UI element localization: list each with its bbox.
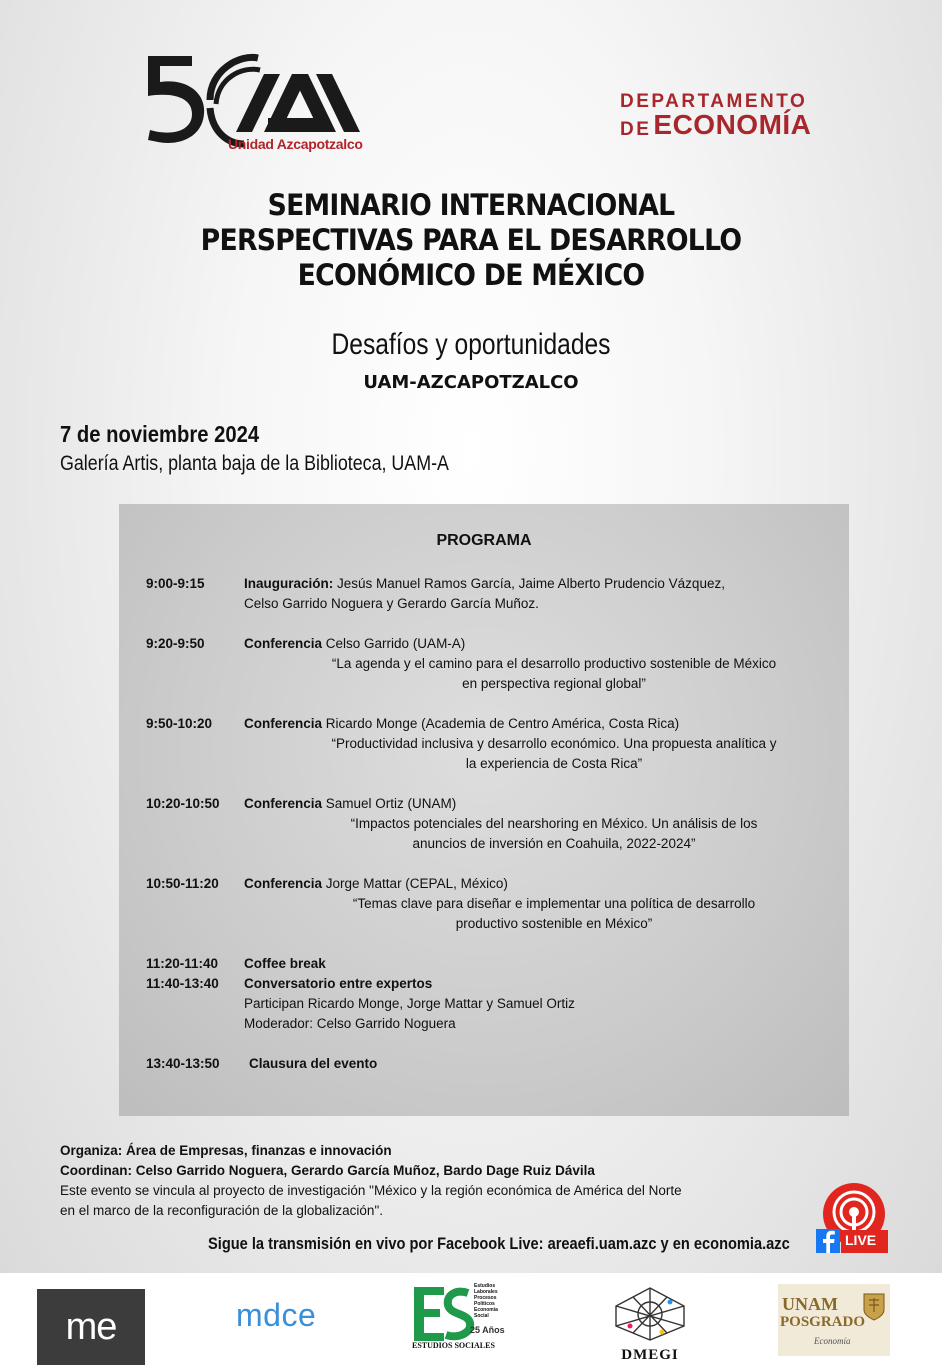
uam-unit-caption: Unidad Azcapotzalco xyxy=(228,136,363,152)
program-text: Ricardo Monge (Academia de Centro América, Costa Rica) xyxy=(322,716,680,731)
live-badge: LIVE xyxy=(845,1232,877,1248)
program-text: Celso Garrido Noguera y Gerardo García Muñoz. xyxy=(244,596,539,611)
program-title: PROGRAMA xyxy=(436,532,532,549)
program-label: Clausura del evento xyxy=(249,1056,378,1071)
event-title-line: ECONÓMICO DE MÉXICO xyxy=(297,258,645,292)
event-date: 7 de noviembre 2024 xyxy=(60,421,260,447)
es-topic: Laborales xyxy=(474,1289,498,1295)
talk-title: “La agenda y el camino para el desarrollo productivo sostenible de México xyxy=(331,656,777,671)
posgrado-label: POSGRADO xyxy=(780,1314,866,1330)
mdce-logo: mdce xyxy=(236,1297,317,1333)
department-logo xyxy=(620,92,811,139)
es-years: 25 Años xyxy=(470,1325,505,1335)
program-text: Jorge Mattar (CEPAL, México) xyxy=(322,876,508,891)
talk-title: productivo sostenible en México” xyxy=(455,916,653,931)
talk-title: anuncios de inversión en Coahuila, 2022-2024” xyxy=(412,836,696,851)
program-text: Celso Garrido (UAM-A) xyxy=(322,636,466,651)
program-text: Samuel Ortiz (UNAM) xyxy=(322,796,457,811)
live-stream-info: Sigue la transmisión en vivo por Facebook Live: areaefi.uam.azc y en economia.azc xyxy=(208,1234,790,1253)
event-place: Galería Artis, planta baja de la Biblioteca, UAM-A xyxy=(60,452,449,475)
coordinan-value: Celso Garrido Noguera, Gerardo García Muñoz, Bardo Dage Ruiz Dávila xyxy=(132,1163,595,1178)
program-time: 9:00-9:15 xyxy=(146,576,205,591)
department-logo-line1: DEPARTAMENTO xyxy=(620,91,808,112)
talk-title: “Productividad inclusiva y desarrollo económico. Una propuesta analítica y xyxy=(331,736,777,751)
program-time: 11:40-13:40 xyxy=(146,976,219,991)
estudios-sociales-logo xyxy=(410,1283,516,1353)
department-logo-economia: ECONOMÍA xyxy=(653,109,812,140)
talk-title: “Temas clave para diseñar e implementar una política de desarrollo xyxy=(352,896,756,911)
program-time: 9:20-9:50 xyxy=(146,636,205,651)
es-topic: Estudios xyxy=(474,1283,496,1289)
program-text: Moderador: Celso Garrido Noguera xyxy=(244,1016,456,1031)
talk-title: en perspectiva regional global” xyxy=(462,676,646,691)
program-text: Jesús Manuel Ramos García, Jaime Alberto Prudencio Vázquez, xyxy=(333,576,725,591)
es-topic: Procesos xyxy=(474,1295,497,1301)
unam-shield-icon xyxy=(862,1292,886,1322)
project-note: Este evento se vincula al proyecto de investigación "México y la región económica de América del Norte xyxy=(60,1183,682,1198)
me-logo: me xyxy=(37,1289,145,1365)
program-box xyxy=(119,504,849,1116)
talk-title: la experiencia de Costa Rica” xyxy=(465,756,643,771)
program-label: Conferencia xyxy=(244,636,323,651)
program-label: Coffee break xyxy=(244,956,326,971)
organiza-value: Área de Empresas, finanzas e innovación xyxy=(122,1143,392,1158)
es-topic: Políticos xyxy=(474,1301,495,1307)
program-time: 9:50-10:20 xyxy=(146,716,213,731)
program-label: Conversatorio entre expertos xyxy=(244,976,433,991)
dmegi-label: DMEGI xyxy=(621,1347,679,1363)
economia-label: Economía xyxy=(814,1336,851,1346)
talk-title: “Impactos potenciales del nearshoring en México. Un análisis de los xyxy=(350,816,758,831)
program-time: 13:40-13:50 xyxy=(146,1056,220,1071)
dmegi-logo xyxy=(610,1286,690,1363)
event-subtitle: Desafíos y oportunidades xyxy=(331,328,611,361)
program-label: Conferencia xyxy=(244,876,323,891)
dmegi-lattice-icon xyxy=(610,1286,690,1342)
es-topic: Economía xyxy=(474,1307,498,1313)
es-topics xyxy=(474,1283,498,1319)
es-caption: ESTUDIOS SOCIALES xyxy=(412,1341,495,1350)
project-note: en el marco de la reconfiguración de la globalización". xyxy=(60,1203,383,1218)
event-title-line: SEMINARIO INTERNACIONAL xyxy=(267,188,675,222)
unam-label: UNAM xyxy=(782,1294,838,1314)
unam-posgrado-logo xyxy=(778,1284,890,1356)
es-topic: Social xyxy=(474,1313,489,1319)
event-title-line: PERSPECTIVAS PARA EL DESARROLLO xyxy=(200,223,742,257)
program-time: 10:20-10:50 xyxy=(146,796,220,811)
program-text: Participan Ricardo Monge, Jorge Mattar y Samuel Ortiz xyxy=(244,996,575,1011)
program-label: Conferencia xyxy=(244,716,323,731)
coordinan-label: Coordinan: xyxy=(60,1163,132,1178)
program-label: Conferencia xyxy=(244,796,323,811)
program-time: 10:50-11:20 xyxy=(146,876,219,891)
department-logo-de: DE xyxy=(620,119,652,140)
program-time: 11:20-11:40 xyxy=(146,956,219,971)
event-venue-short: UAM-AZCAPOTZALCO xyxy=(363,372,579,393)
event-title xyxy=(38,188,905,293)
organiza-label: Organiza: xyxy=(60,1143,123,1158)
program-label: Inauguración: xyxy=(244,576,334,591)
footer-credits xyxy=(60,1141,780,1221)
